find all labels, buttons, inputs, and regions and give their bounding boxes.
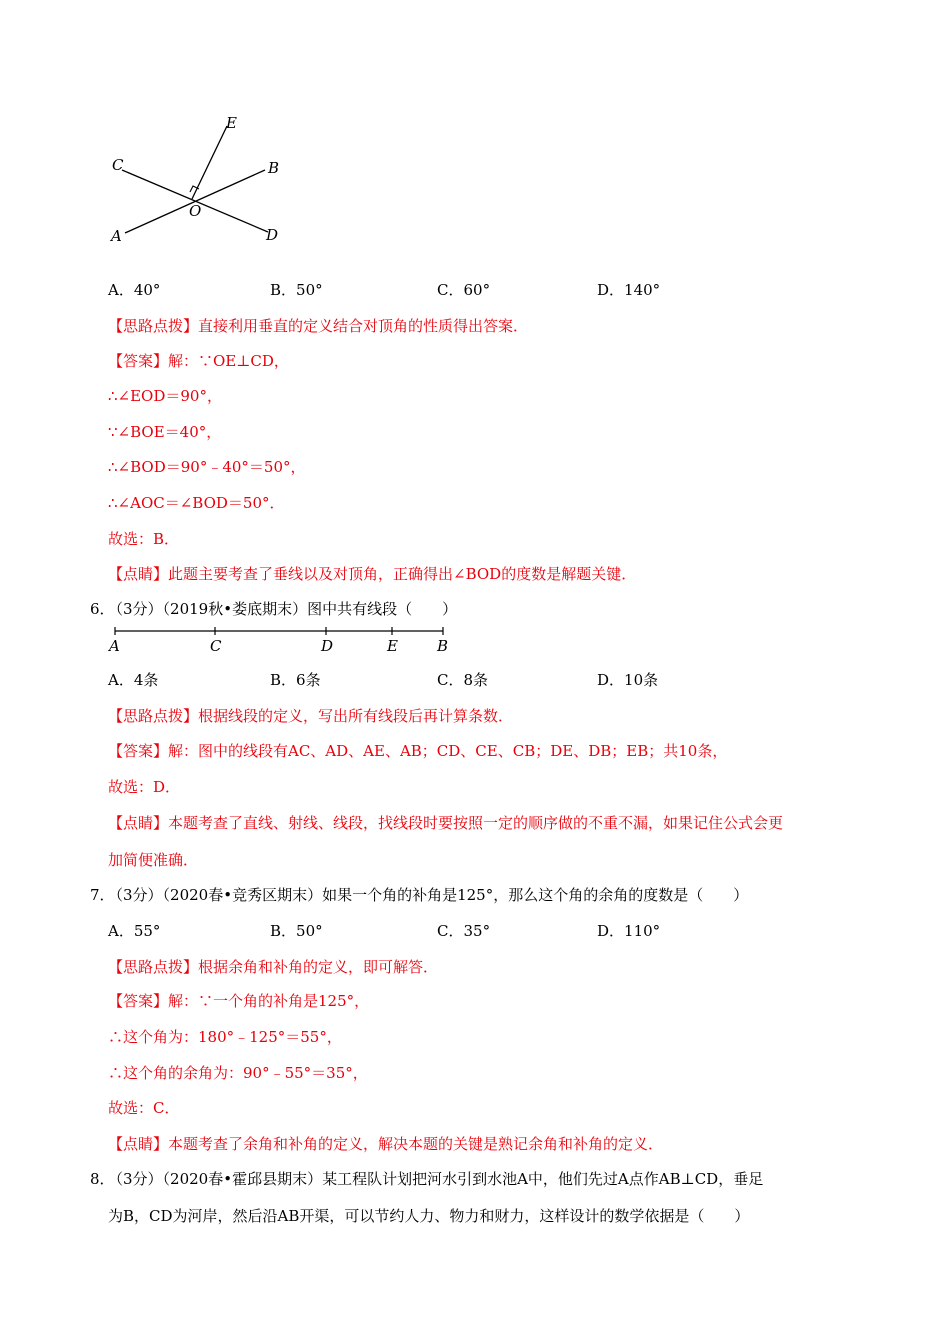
- q5-answer-line-2: ∴∠EOD＝90°，: [108, 387, 222, 405]
- q7-option-d: D．110°: [597, 922, 661, 940]
- q5-option-a: A．40°: [108, 281, 161, 299]
- label-e: E: [226, 114, 237, 132]
- q6-hint: 【思路点拨】根据线段的定义，写出所有线段后再计算条数．: [108, 707, 514, 725]
- q7-stem: （3分）（2020春•竞秀区期末）如果一个角的补角是125°，那么这个角的余角的度数是（ ）: [108, 886, 749, 904]
- q5-hint: 【思路点拨】直接利用垂直的定义结合对顶角的性质得出答案．: [108, 317, 529, 335]
- q6-option-c: C．8条: [437, 671, 489, 689]
- q6-answer-choice: 故选：D．: [108, 778, 181, 796]
- label-e: E: [387, 637, 398, 655]
- q8-number: 8．: [90, 1170, 115, 1188]
- q5-answer-line-3: ∵∠BOE＝40°，: [108, 423, 222, 441]
- q7-option-c: C．35°: [437, 922, 491, 940]
- label-o: O: [189, 202, 202, 220]
- q5-option-c: C．60°: [437, 281, 491, 299]
- q5-angle-figure: [100, 110, 300, 250]
- q7-hint: 【思路点拨】根据余角和补角的定义，即可解答．: [108, 958, 439, 976]
- q7-option-a: A．55°: [108, 922, 161, 940]
- q5-option-b: B．50°: [270, 281, 323, 299]
- q6-option-b: B．6条: [270, 671, 321, 689]
- q7-answer-line-1: 【答案】解：∵一个角的补角是125°，: [108, 992, 370, 1010]
- label-a: A: [111, 227, 122, 245]
- label-d: D: [266, 226, 279, 244]
- q7-comment: 【点睛】本题考查了余角和补角的定义，解决本题的关键是熟记余角和补角的定义．: [108, 1135, 664, 1153]
- label-b: B: [437, 637, 449, 655]
- q6-comment-line-2: 加简便准确．: [108, 851, 199, 869]
- q5-answer-line-4: ∴∠BOD＝90°﹣40°＝50°，: [108, 458, 306, 476]
- q6-option-d: D．10条: [597, 671, 659, 689]
- q7-answer-line-3: ∴这个角的余角为：90°﹣55°＝35°，: [108, 1064, 368, 1082]
- q8-stem-line-2: 为B，CD为河岸，然后沿AB开渠，可以节约人力、物力和财力，这样设计的数学依据是（ ）: [108, 1207, 750, 1225]
- q7-option-b: B．50°: [270, 922, 323, 940]
- q6-number: 6．: [90, 600, 115, 618]
- q5-answer-line-1: 【答案】解：∵OE⊥CD，: [108, 352, 289, 370]
- q8-stem-line-1: （3分）（2020春•霍邱县期末）某工程队计划把河水引到水池A中，他们先过A点作AB⊥CD，垂足: [108, 1170, 764, 1188]
- label-d: D: [321, 637, 334, 655]
- q6-segment-figure: [105, 622, 460, 656]
- q5-option-d: D．140°: [597, 281, 661, 299]
- q5-comment: 【点睛】此题主要考查了垂线以及对顶角，正确得出∠BOD的度数是解题关键．: [108, 565, 637, 583]
- q6-stem: （3分）（2019秋•娄底期末）图中共有线段（ ）: [108, 600, 458, 618]
- label-a: A: [109, 637, 120, 655]
- label-c: C: [112, 156, 124, 174]
- q7-answer-choice: 故选：C．: [108, 1099, 180, 1117]
- label-c: C: [210, 637, 222, 655]
- q6-option-a: A．4条: [108, 671, 159, 689]
- label-b: B: [268, 159, 280, 177]
- q5-answer-choice: 故选：B．: [108, 530, 180, 548]
- q7-answer-line-2: ∴这个角为：180°﹣125°＝55°，: [108, 1028, 342, 1046]
- q6-comment-line-1: 【点睛】本题考查了直线、射线、线段，找线段时要按照一定的顺序做的不重不漏，如果记住公式会更: [108, 814, 784, 832]
- q7-number: 7．: [90, 886, 115, 904]
- q6-answer-line-1: 【答案】解：图中的线段有AC、AD、AE、AB；CD、CE、CB；DE、DB；EB；共10条，: [108, 742, 728, 760]
- q5-answer-line-5: ∴∠AOC＝∠BOD＝50°．: [108, 494, 285, 512]
